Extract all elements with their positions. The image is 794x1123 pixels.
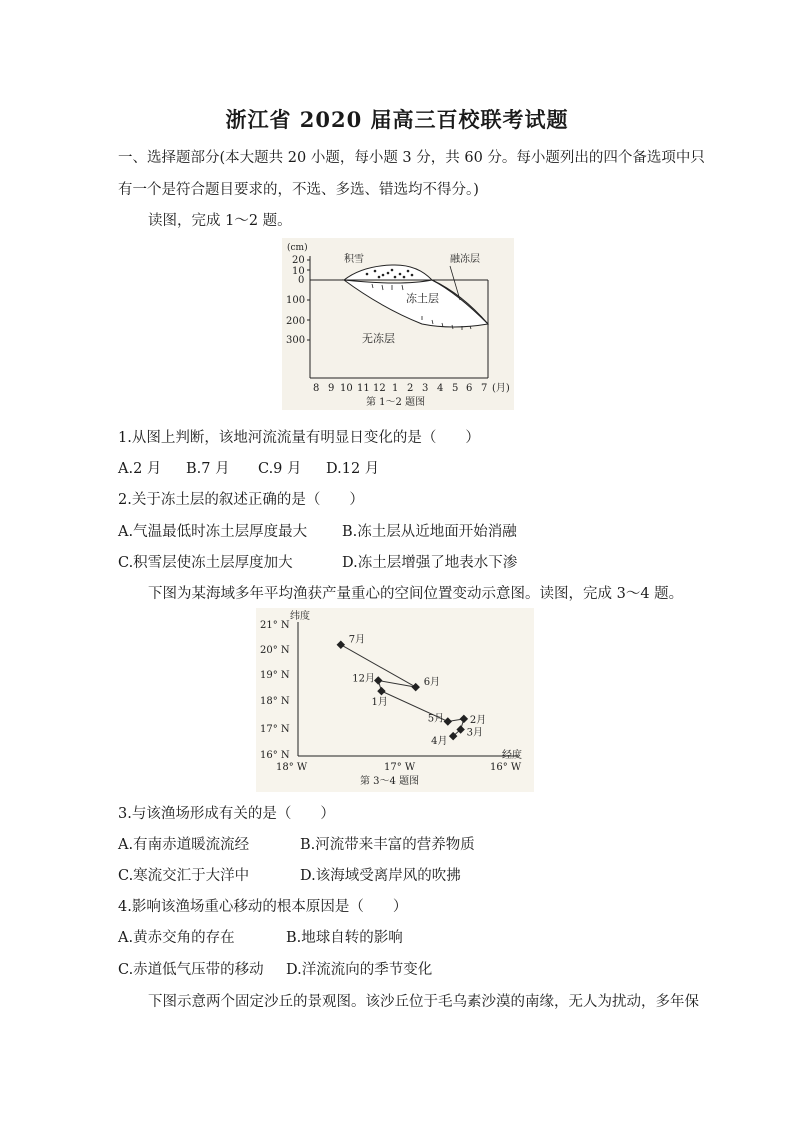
fig1-xtick: 11 bbox=[357, 383, 370, 394]
fig1-unit-label: (cm) bbox=[287, 243, 308, 253]
fig2-ytick: 16° N bbox=[260, 750, 290, 761]
q4-stem: 4.影响该渔场重心移动的根本原因是（ ） bbox=[118, 899, 408, 915]
q3-stem: 3.与该渔场形成有关的是（ ） bbox=[118, 806, 335, 822]
fig1-ytick: 10 bbox=[292, 266, 305, 277]
intro-q3-4: 下图为某海域多年平均渔获产量重心的空间位置变动示意图。读图，完成 3～4 题。 bbox=[148, 586, 684, 602]
q4-option-c[interactable]: C.赤道低气压带的移动 bbox=[118, 962, 264, 978]
fig1-xtick: 7 bbox=[481, 383, 488, 394]
fig2-point-label: 3月 bbox=[466, 727, 484, 739]
fig1-label-frozen: 冻土层 bbox=[406, 292, 439, 305]
section-header-line1: 一、选择题部分(本大题共 20 小题，每小题 3 分，共 60 分。每小题列出的四个备选项中只 bbox=[118, 150, 705, 166]
fig1-ytick: 200 bbox=[286, 316, 306, 327]
q1-option-c[interactable]: C.9 月 bbox=[258, 461, 302, 477]
q2-stem: 2.关于冻土层的叙述正确的是（ ） bbox=[118, 492, 364, 508]
fig2-point-label: 1月 bbox=[371, 697, 388, 709]
fig1-ytick: 0 bbox=[298, 275, 305, 286]
fig2-ytick: 18° N bbox=[260, 696, 290, 707]
fig2-point-label: 5月 bbox=[427, 713, 445, 725]
q2-option-d[interactable]: D.冻土层增强了地表水下渗 bbox=[342, 555, 518, 571]
fig1-label-thaw: 融冻层 bbox=[450, 254, 480, 265]
fig2-point-label: 12月 bbox=[352, 673, 375, 685]
fig2-point-label: 7月 bbox=[348, 634, 366, 646]
fig1-xunit: (月) bbox=[492, 383, 510, 394]
fig1-xtick: 3 bbox=[422, 383, 429, 394]
page-title: 浙江省 2020 届高三百校联考试题 bbox=[225, 107, 569, 132]
q4-option-d[interactable]: D.洋流流向的季节变化 bbox=[286, 962, 433, 978]
fig2-xtick: 16° W bbox=[490, 762, 522, 773]
fig2-x-title: 经度 bbox=[502, 750, 522, 761]
frozen-soil-figure bbox=[282, 238, 514, 410]
fishing-center-figure bbox=[256, 608, 534, 792]
q3-option-c[interactable]: C.寒流交汇于大洋中 bbox=[118, 868, 250, 884]
fig1-xtick: 2 bbox=[407, 383, 414, 394]
fig1-xtick: 9 bbox=[328, 383, 335, 394]
intro-q1-2: 读图，完成 1～2 题。 bbox=[148, 213, 292, 229]
fig2-ytick: 19° N bbox=[260, 670, 290, 681]
fig2-xtick: 18° W bbox=[276, 762, 308, 773]
fig1-ytick: 20 bbox=[292, 255, 305, 266]
q2-option-b[interactable]: B.冻土层从近地面开始消融 bbox=[342, 524, 517, 540]
q1-option-a[interactable]: A.2 月 bbox=[118, 461, 162, 477]
q1-option-d[interactable]: D.12 月 bbox=[326, 461, 380, 477]
fig2-point-label: 4月 bbox=[431, 736, 448, 748]
q1-stem: 1.从图上判断，该地河流流量有明显日变化的是（ ） bbox=[118, 430, 480, 446]
q3-option-a[interactable]: A.有南赤道暖流流经 bbox=[118, 837, 250, 853]
intro-q5: 下图示意两个固定沙丘的景观图。该沙丘位于毛乌素沙漠的南缘，无人为扰动，多年保 bbox=[148, 994, 699, 1010]
fig2-caption: 第 3～4 题图 bbox=[360, 776, 420, 787]
fig1-xtick: 4 bbox=[437, 383, 444, 394]
fig1-xtick: 8 bbox=[313, 383, 320, 394]
fig1-xtick: 10 bbox=[340, 383, 353, 394]
section-header-line2: 有一个是符合题目要求的，不选、多选、错选均不得分。) bbox=[118, 182, 479, 198]
q2-option-a[interactable]: A.气温最低时冻土层厚度最大 bbox=[118, 524, 308, 540]
fig1-xtick: 12 bbox=[373, 383, 386, 394]
fig1-xtick: 1 bbox=[392, 383, 399, 394]
fig2-y-title: 纬度 bbox=[290, 611, 310, 622]
fig1-xtick: 6 bbox=[466, 383, 473, 394]
fig1-ytick: 300 bbox=[286, 335, 306, 346]
fig1-label-unfrozen: 无冻层 bbox=[362, 332, 395, 345]
q4-option-a[interactable]: A.黄赤交角的存在 bbox=[118, 930, 235, 946]
fig2-ytick: 20° N bbox=[260, 645, 290, 656]
q4-option-b[interactable]: B.地球自转的影响 bbox=[286, 930, 403, 946]
q3-option-d[interactable]: D.该海域受离岸风的吹拂 bbox=[300, 868, 461, 884]
q1-option-b[interactable]: B.7 月 bbox=[186, 461, 230, 477]
fig2-ytick: 17° N bbox=[260, 724, 290, 735]
fig1-xtick: 5 bbox=[452, 383, 459, 394]
fig1-ytick: 100 bbox=[286, 295, 306, 306]
q3-option-b[interactable]: B.河流带来丰富的营养物质 bbox=[300, 837, 475, 853]
q2-option-c[interactable]: C.积雪层使冻土层厚度加大 bbox=[118, 555, 293, 571]
fig2-ytick: 21° N bbox=[260, 620, 290, 631]
fig2-point-label: 2月 bbox=[469, 714, 487, 726]
fig1-label-snow: 积雪 bbox=[344, 254, 364, 265]
fig2-xtick: 17° W bbox=[384, 762, 416, 773]
fig1-caption: 第 1～2 题图 bbox=[366, 397, 426, 408]
fig2-point-label: 6月 bbox=[423, 677, 441, 689]
